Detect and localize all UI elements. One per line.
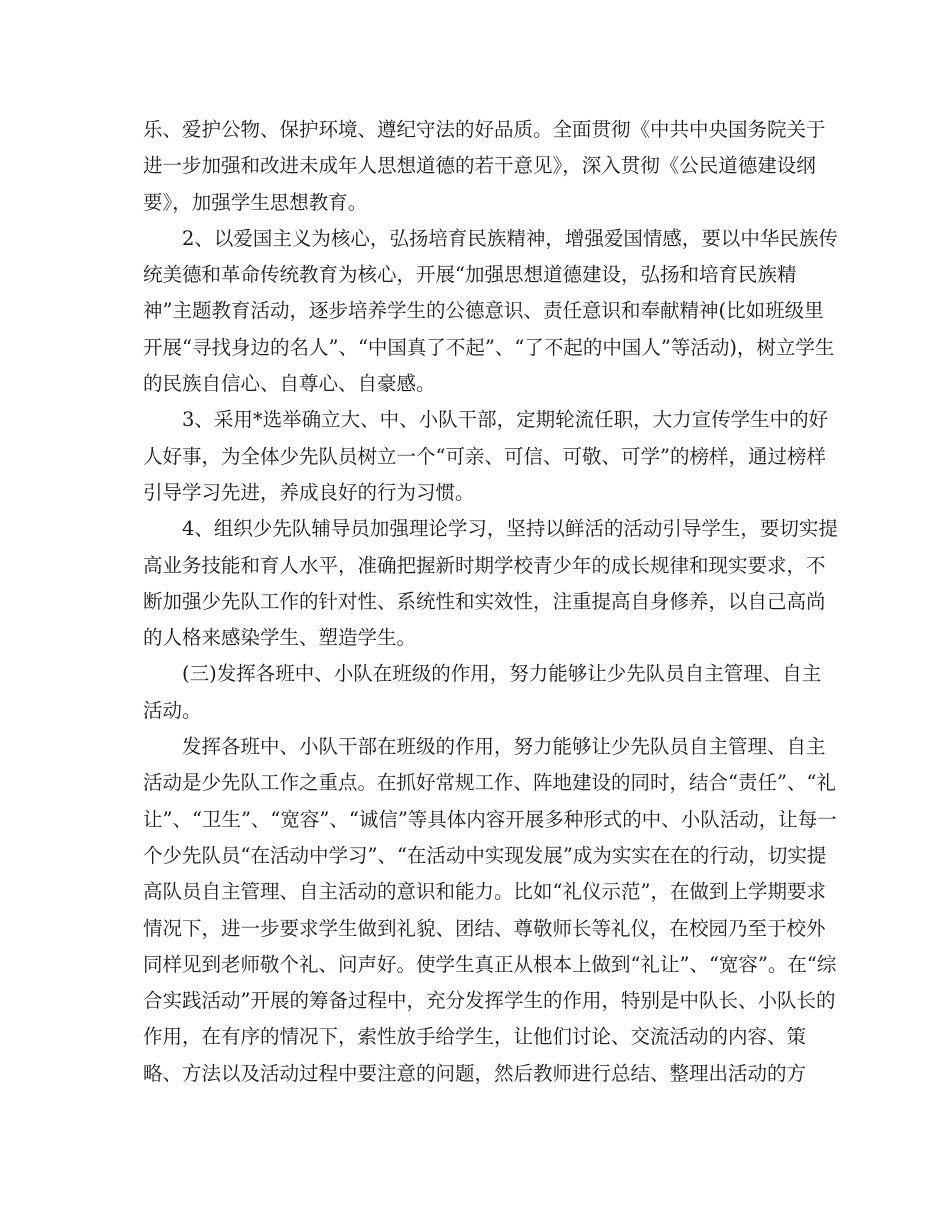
text-line: 神”主题教育活动，逐步培养学生的公德意识、责任意识和奉献精神(比如班级里 [143,299,824,323]
text-line: 4、组织少先队辅导员加强理论学习，坚持以鲜活的活动引导学生，要切实提 [182,517,838,541]
section-heading-3 [143,656,822,729]
text-line: 高队员自主管理、自主活动的意识和能力。比如“礼仪示范”，在做到上学期要求 [143,880,826,904]
text-line: 3、采用*选举确立大、中、小队干部，定期轮流任职，大力宣传学生中的好 [182,408,829,432]
text-line: 乐、爱护公物、保护环境、遵纪守法的好品质。全面贯彻《中共中央国务院关于 [143,118,826,141]
text-line: 作用，在有序的情况下，索性放手给学生，让他们讨论、交流活动的内容、策 [143,1025,807,1049]
text-line: 让”、“卫生”、“宽容”、“诚信”等具体内容开展多种形式的中、小队活动，让每一 [143,807,837,831]
paragraph-section-3-body [143,729,837,1092]
text-line: 的人格来感染学生、塑造学生。 [143,626,417,650]
text-line: 断加强少先队工作的针对性、系统性和实效性，注重提高自身修养，以自己高尚 [143,589,826,613]
paragraph-item-2 [143,221,838,402]
text-line: 个少先队员“在活动中学习”、“在活动中实现发展”成为实实在在的行动，切实提 [143,843,827,867]
text-line: 2、以爱国主义为核心，弘扬培育民族精神，增强爱国情感，要以中华民族传 [182,226,838,250]
text-line: 人好事，为全体少先队员树立一个“可亲、可信、可敬、可学”的榜样，通过榜样 [143,444,826,468]
text-line: 引导学习先进，养成良好的行为习惯。 [143,480,475,504]
text-line: 的民族自信心、自尊心、自豪感。 [143,372,436,396]
paragraph-item-4 [143,511,838,656]
text-line: 进一步加强和改进未成年人思想道德的若干意见》，深入贯彻《公民道德建设纲 [143,154,816,178]
text-line: 高业务技能和育人水平，准确把握新时期学校青少年的成长规律和现实要求，不 [143,553,826,577]
text-line: 发挥各班中、小队干部在班级的作用，努力能够让少先队员自主管理、自主 [182,735,826,759]
document-body [143,112,838,1092]
text-line: 合实践活动”开展的筹备过程中，充分发挥学生的作用，特别是中队长、小队长的 [143,989,836,1013]
text-line: 活动。 [143,698,202,722]
text-line: 略、方法以及活动过程中要注意的问题，然后教师进行总结、整理出活动的方 [143,1061,807,1085]
text-line: 同样见到老师敬个礼、问声好。使学生真正从根本上做到“礼让”、“宽容”。在“综 [143,952,837,976]
text-line: (三)发挥各班中、小队在班级的作用，努力能够让少先队员自主管理、自主 [182,662,822,686]
text-line: 要》，加强学生思想教育。 [143,190,368,214]
text-line: 统美德和革命传统教育为核心，开展“加强思想道德建设，弘扬和培育民族精 [143,263,797,287]
text-line: 活动是少先队工作之重点。在抓好常规工作、阵地建设的同时，结合“责任”、“礼 [143,771,836,795]
paragraph-continued [143,112,826,221]
text-line: 情况下，进一步要求学生做到礼貌、团结、尊敬师长等礼仪，在校园乃至于校外 [143,916,826,940]
text-line: 开展“寻找身边的名人”、“中国真了不起”、“了不起的中国人”等活动)，树立学生 [143,335,835,359]
paragraph-item-3 [143,402,829,511]
